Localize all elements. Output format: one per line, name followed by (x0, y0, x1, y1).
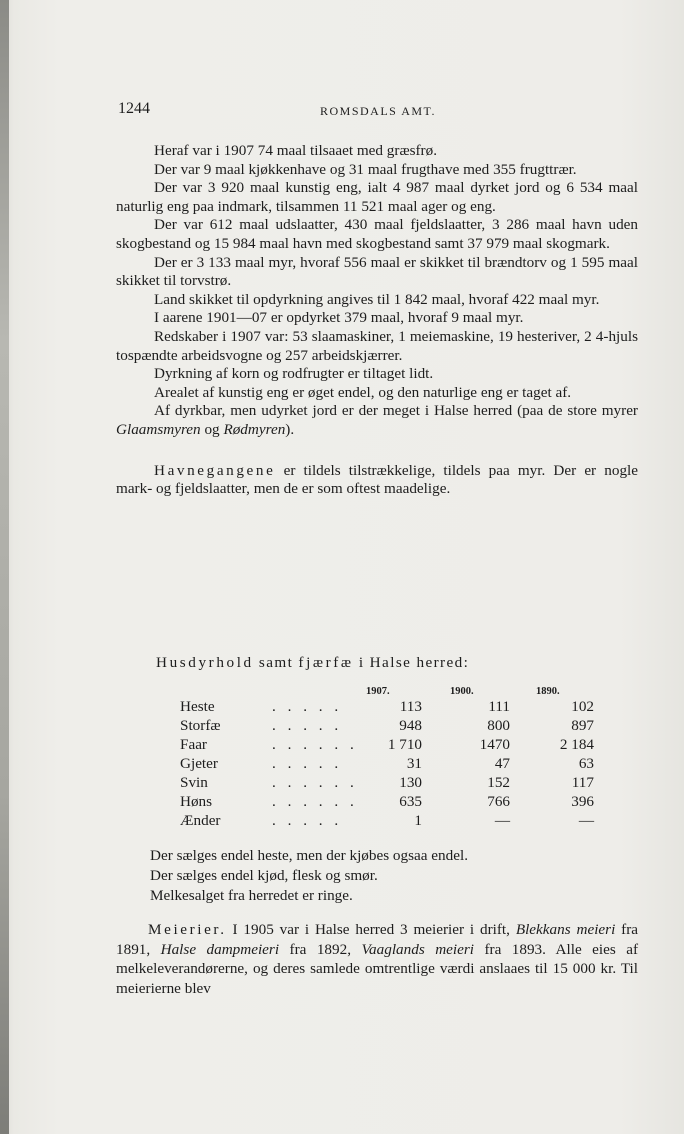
table-title (156, 654, 469, 672)
value-1900: 800 (487, 717, 510, 734)
value-1907: 113 (399, 698, 422, 715)
value-1890: 117 (571, 774, 594, 791)
paragraph: Der var 9 maal kjøkkenhave og 31 maal frugthave med 355 frugttrær. (154, 160, 577, 178)
value-1900: 152 (487, 774, 510, 791)
paragraph: Der var 3 920 maal kunstig eng, ialt 4 987 maal dyrket jord og 6 534 maal naturlig eng paa indmark, tilsammen 11 521 maal ager og eng. (116, 179, 638, 215)
paragraph: Der var 612 maal udslaatter, 430 maal fjeldslaatter, 3 286 maal havn uden skogbestand og 15 984 maal havn med skogbestand samt 37 979 maal skogmark. (116, 216, 638, 252)
leader-dots: . . . . . . (272, 736, 358, 753)
text-run: samt (253, 654, 299, 671)
row-label: Heste (180, 698, 215, 715)
value-1900: 1470 (479, 736, 510, 753)
paragraph: Heraf var i 1907 74 maal tilsaaet med græsfrø. (154, 142, 437, 159)
spaced-keyword: fjærfæ (298, 654, 354, 671)
table-row (180, 812, 594, 831)
remarks (150, 846, 468, 906)
body-text (116, 142, 638, 499)
value-1900: — (494, 812, 510, 829)
page-binding-edge (0, 0, 9, 1134)
value-1890: 102 (571, 698, 594, 715)
column-header-1900: 1900. (450, 686, 474, 697)
text-run: fra 1893. Alle eies af melkeleverandørerne, og deres samlede omtrentlige værdi anslaaes til 15 000 kr. Til meierierne blev (116, 940, 639, 997)
paragraph: Der er 3 133 maal myr, hvoraf 556 maal er skikket til brændtorv og 1 595 maal skikket til torvstrø. (116, 253, 638, 290)
table-row (180, 793, 594, 812)
value-1907: 948 (399, 717, 422, 734)
remark-line: Der sælges endel heste, men der kjøbes ogsaa endel. (150, 847, 468, 864)
text-run: er tildels tilstrækkelige, tildels paa myr. Der er nogle mark- og fjeldslaatter, men de er som oftest maadelige. (116, 461, 638, 498)
value-1907: 635 (399, 793, 422, 810)
paragraph: Dyrkning af korn og rodfrugter er tiltaget lidt. (154, 365, 434, 383)
row-label: Svin (180, 774, 208, 791)
table-row (180, 736, 594, 755)
value-1900: 766 (487, 793, 510, 810)
value-1907: 1 710 (387, 736, 422, 753)
leader-dots: . . . . . (272, 755, 343, 772)
italic-dairy-name: Vaaglands meieri (361, 940, 474, 958)
paragraph: Land skikket til opdyrkning angives til 1 842 maal, hvoraf 422 maal myr. (154, 290, 600, 308)
italic-dairy-name: Blekkans meieri (515, 921, 616, 938)
text-run: I 1905 var i Halse herred 3 meierier i drift, (226, 921, 516, 938)
spaced-keyword: Havnegangene (154, 461, 276, 479)
spaced-keyword: Husdyrhold (156, 654, 254, 671)
paragraph: Redskaber i 1907 var: 53 slaamaskiner, 1 meiemaskine, 19 hesteriver, 2 4-hjuls tospændte arbeidsvogne og 257 arbeidskjærrer. (116, 327, 638, 364)
value-1890: 2 184 (559, 736, 594, 753)
value-1900: 47 (494, 755, 510, 772)
row-label: Høns (180, 793, 213, 810)
table-row (180, 774, 594, 793)
value-1900: 111 (488, 698, 510, 715)
paragraph (116, 402, 638, 439)
text-run: fra 1892, (279, 940, 362, 958)
text-run: og (200, 420, 224, 438)
page-number: 1244 (118, 100, 150, 117)
text-run: Af dyrkbar, men udyrket jord er der meget i Halse herred (paa de store myrer (154, 402, 638, 420)
text-run: ). (285, 420, 295, 438)
leader-dots: . . . . . (272, 698, 343, 715)
table-row (180, 755, 594, 774)
value-1890: 897 (571, 717, 594, 734)
paragraph (116, 462, 638, 499)
value-1890: 396 (571, 793, 594, 810)
value-1907: 31 (406, 755, 422, 772)
row-label: Gjeter (180, 755, 218, 772)
value-1907: 1 (414, 812, 422, 829)
column-header-1907: 1907. (366, 686, 390, 697)
leader-dots: . . . . . (272, 717, 343, 734)
page-header (118, 100, 638, 124)
italic-place-name: Glaamsmyren (116, 420, 201, 438)
spaced-keyword: Meierier. (148, 921, 227, 938)
paragraph: Arealet af kunstig eng er øget endel, og den naturlige eng er taget af. (154, 383, 572, 401)
leader-dots: . . . . . . (272, 774, 358, 791)
value-1890: — (578, 812, 594, 829)
paragraph (116, 920, 638, 998)
value-1890: 63 (578, 755, 594, 772)
paragraph: I aarene 1901—07 er opdyrket 379 maal, hvoraf 9 maal myr. (154, 309, 524, 327)
text-run: fra 1891, (116, 921, 639, 958)
italic-place-name: Rødmyren (223, 420, 286, 438)
leader-dots: . . . . . (272, 812, 343, 829)
remark-line: Der sælges endel kjød, flesk og smør. (150, 867, 378, 884)
table-row (180, 717, 594, 736)
italic-dairy-name: Halse dampmeieri (160, 940, 280, 958)
row-label: Ænder (180, 812, 221, 829)
remark-line: Melkesalget fra herredet er ringe. (150, 887, 353, 904)
column-header-1890: 1890. (536, 686, 560, 697)
row-label: Storfæ (180, 717, 221, 734)
table-row (180, 698, 594, 717)
row-label: Faar (180, 736, 207, 753)
running-head: ROMSDALS AMT. (320, 104, 436, 118)
leader-dots: . . . . . . (272, 793, 358, 810)
value-1907: 130 (399, 774, 422, 791)
dairy-paragraph (116, 920, 638, 998)
text-run: i Halse herred: (353, 654, 470, 671)
